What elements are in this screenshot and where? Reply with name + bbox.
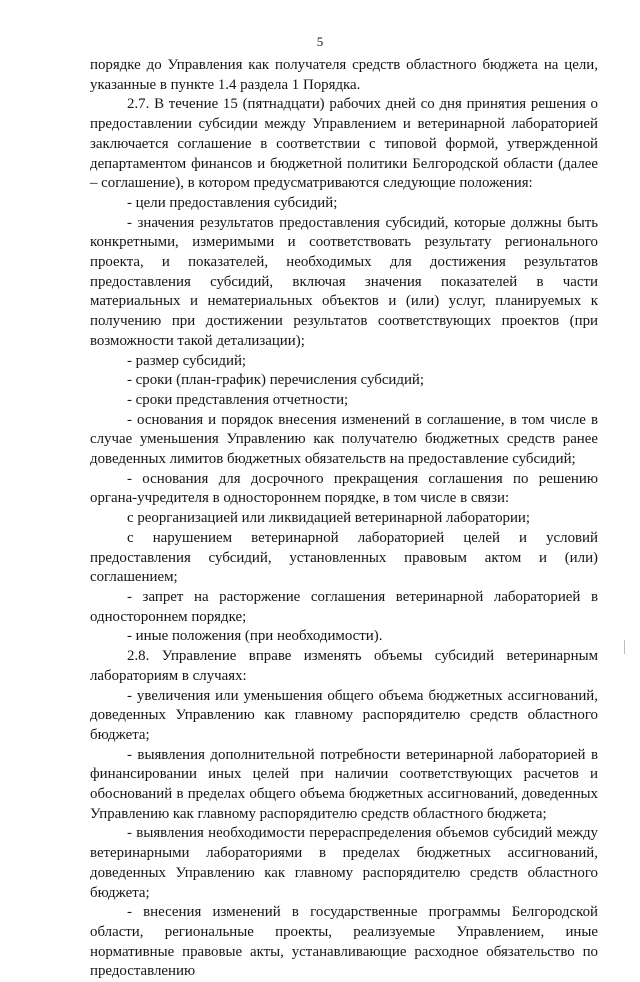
list-item-redistribution: - выявления необходимости перераспределения объемов субсидий между ветеринарными лабораториями в пределах бюджетных ассигнований, доведенных Управлению как главному распорядителю средств областного бюджета; [90,825,598,901]
paragraph-2-7: 2.7. В течение 15 (пятнадцати) рабочих дней со дня принятия решения о предоставлении субсидии между Управлением и ветеринарной лабораторией заключается соглашение в соответствии с типовой формой, утвержденной департаментом финансов и бюджетной политики Белгородской области (далее – соглашение), в котором предусматриваются следующие положения: [90,96,598,192]
paragraph-continuation: порядке до Управления как получателя средств областного бюджета на цели, указанные в пункте 1.4 раздела 1 Порядка. [90,57,598,93]
list-item-budget-change: - увеличения или уменьшения общего объема бюджетных ассигнований, доведенных Управлению как главному распорядителю средств областного бюджета; [90,687,598,743]
list-item-goals: - цели предоставления субсидий; [127,194,338,211]
document-body [90,56,598,982]
scan-artifact-mark [624,640,625,654]
list-item-reorganization: с реорганизацией или ликвидацией ветеринарной лаборатории; [127,510,531,527]
list-item-reporting: - сроки представления отчетности; [127,391,349,408]
list-item-results: - значения результатов предоставления субсидий, которые должны быть конкретными, измеримыми и соответствовать результату регионального проекта, и показателей, необходимых для достижения результатов предоставления субсидий, включая значения показателей в части материальных и нематериальных объектов и (или) услуг, планируемых к получению при достижении результатов соответствующих проектов (при возможности такой детализации); [90,214,598,349]
list-item-schedule: - сроки (план-график) перечисления субсидий; [127,372,425,389]
paragraph-2-8: 2.8. Управление вправе изменять объемы субсидий ветеринарным лабораториям в случаях: [90,648,598,684]
list-item-additional-need: - выявления дополнительной потребности ветеринарной лабораторией в финансировании иных целей при наличии соответствующих расчетов и обоснований в пределах общего объема бюджетных ассигнований, доведенных Управлению как главному распорядителю средств областного бюджета; [90,746,598,822]
list-item-amount: - размер субсидий; [127,352,247,369]
list-item-other: - иные положения (при необходимости). [127,628,383,645]
page-number: 5 [316,34,324,49]
list-item-prohibition: - запрет на расторжение соглашения ветеринарной лабораторией в одностороннем порядке; [90,588,598,625]
list-item-amendments: - основания и порядок внесения изменений в соглашение, в том числе в случае уменьшения Управлению как получателю бюджетных средств ранее доведенных лимитов бюджетных обязательств на предоставление субсидий; [90,411,598,468]
list-item-program-changes: - внесения изменений в государственные программы Белгородской области, региональные проекты, реализуемые Управлением, иные нормативные правовые акты, устанавливающие расходное обязательство по предоставлению [90,904,598,980]
list-item-violation: с нарушением ветеринарной лабораторией целей и условий предоставления субсидий, установленных правовым актом и (или) соглашением; [90,529,598,586]
list-item-termination: - основания для досрочного прекращения соглашения по решению органа-учредителя в одностороннем порядке, в том числе в связи: [90,470,598,507]
